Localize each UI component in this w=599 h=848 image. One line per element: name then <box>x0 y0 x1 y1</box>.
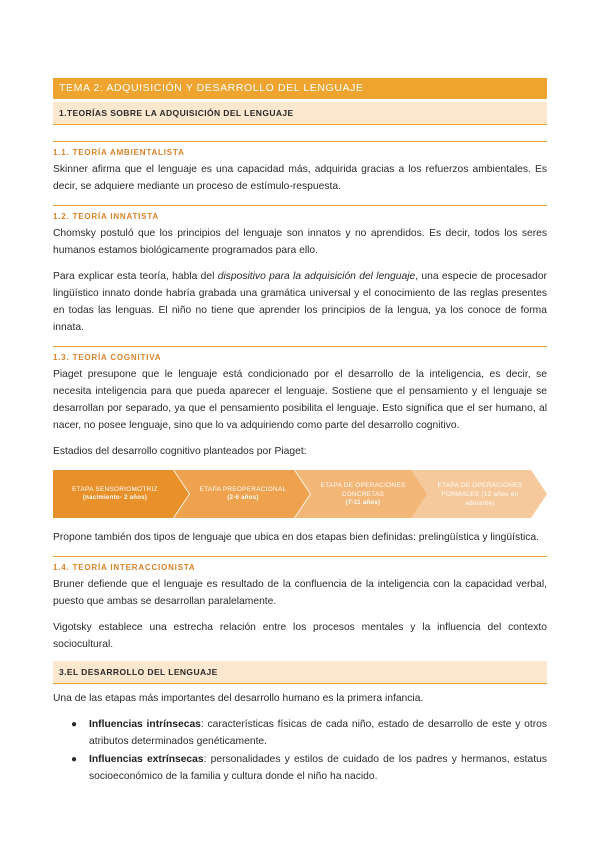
interaccionista-paragraph-2: Vigotsky establece una estrecha relación entre los procesos mentales y la influencia del contexto sociocultural. <box>53 622 547 650</box>
innatista-italic-term: dispositivo para la adquisición del lenguaje <box>217 271 416 282</box>
bullet-1-term: Influencias intrínsecas <box>89 719 201 730</box>
subsection-innatista-title: 1.2. TEORÍA INNATISTA <box>53 205 547 223</box>
document-page <box>53 78 547 785</box>
ambientalista-paragraph: Skinner afirma que el lenguaje es una capacidad más, adquirida gracias a los refuerzos ambientales. Es decir, se adquiere mediante un proceso de estímulo-respuesta. <box>53 164 547 192</box>
list-item <box>53 751 547 785</box>
subsection-cognitiva-title: 1.3. TEORÍA COGNITIVA <box>53 346 547 364</box>
bullet-1-text: : características físicas de cada niño, estado de desarrollo de este y otros atributos determinados genéticamente. <box>89 719 547 747</box>
cognitiva-paragraph-2: Estadios del desarrollo cognitivo planteados por Piaget: <box>53 446 307 457</box>
stage-3-name: ETAPA DE OPERACIONES CONCRETAS <box>320 481 406 498</box>
stage-1-name: ETAPA SENSORIOMOTRIZ <box>72 486 158 493</box>
subsection-interaccionista-title: 1.4. TEORÍA INTERACCIONISTA <box>53 556 547 574</box>
section-1-title: 1.TEORÍAS SOBRE LA ADQUISICIÓN DEL LENGUAJE <box>53 102 547 125</box>
bullet-2-term: Influencias extrínsecas <box>89 754 204 765</box>
innatista-paragraph-2: Para explicar esta teoría, habla del dispositivo para la adquisición del lenguaje, una especie de procesador lingüístico innato donde habría grabada una gramática universal y el conocimiento de las reglas presentes en todas las lenguas. El niño no tiene que aprender los principios de la lengua, ya los conoce de forma innata. <box>53 271 547 333</box>
stage-3-sub: (7-11 años) <box>345 499 381 506</box>
stage-1-sub: (nacimiento- 2 años) <box>82 495 148 501</box>
topic-title: TEMA 2: ADQUISICIÓN Y DESARROLLO DEL LENGUAJE <box>53 78 547 99</box>
piaget-stages-diagram <box>53 470 547 518</box>
bullet-2-text: : personalidades y estilos de cuidado de los padres y hermanos, estatus socioeconómico de la familia y cultura donde el niño ha nacido. <box>89 754 547 782</box>
stage-2-name: ETAPA PREOPERACIONAL <box>199 486 287 493</box>
subsection-ambientalista-title: 1.1. TEORÍA AMBIENTALISTA <box>53 141 547 159</box>
section-3-title: 3.EL DESARROLLO DEL LENGUAJE <box>53 661 547 684</box>
cognitiva-paragraph-3: Propone también dos tipos de lenguaje que ubica en dos etapas bien definidas: prelingüística y lingüística. <box>53 532 539 543</box>
interaccionista-paragraph-1: Bruner defiende que el lenguaje es resultado de la confluencia de la inteligencia con la capacidad verbal, puesto que ambas se desarrollan paralelamente. <box>53 579 547 607</box>
list-item <box>53 716 547 750</box>
stage-operaciones-formales <box>411 470 547 518</box>
bullet-icon: ● <box>71 754 78 765</box>
influences-list <box>53 716 547 785</box>
cognitiva-paragraph-1: Piaget presupone que le lenguaje está condicionado por el desarrollo de la inteligencia, es decir, se necesita inteligencia para que pueda aparecer el lenguaje. Sostiene que el pensamiento y el lenguaje se desarrollan por separado, ya que el pensamiento posibilita el lenguaje. Esto significa que el ser humano, al nacer, no posee lenguaje, sino que lo va adquiriendo como parte del desarrollo cognitivo. <box>53 369 547 431</box>
innatista-paragraph-1: Chomsky postuló que los principios del lenguaje son innatos y no aprendidos. Es decir, todos los seres humanos estamos biológicamente programados para ello. <box>53 228 547 256</box>
desarrollo-paragraph: Una de las etapas más importantes del desarrollo humano es la primera infancia. <box>53 693 424 704</box>
stage-4-name: ETAPA DE OPERACIONES FORMALES (12 años en adelante) <box>437 481 523 507</box>
stage-sensoriomotriz <box>53 470 189 518</box>
stage-2-sub: (2-6 años) <box>227 495 259 501</box>
stage-preoperacional <box>174 470 310 518</box>
bullet-icon: ● <box>71 719 78 730</box>
